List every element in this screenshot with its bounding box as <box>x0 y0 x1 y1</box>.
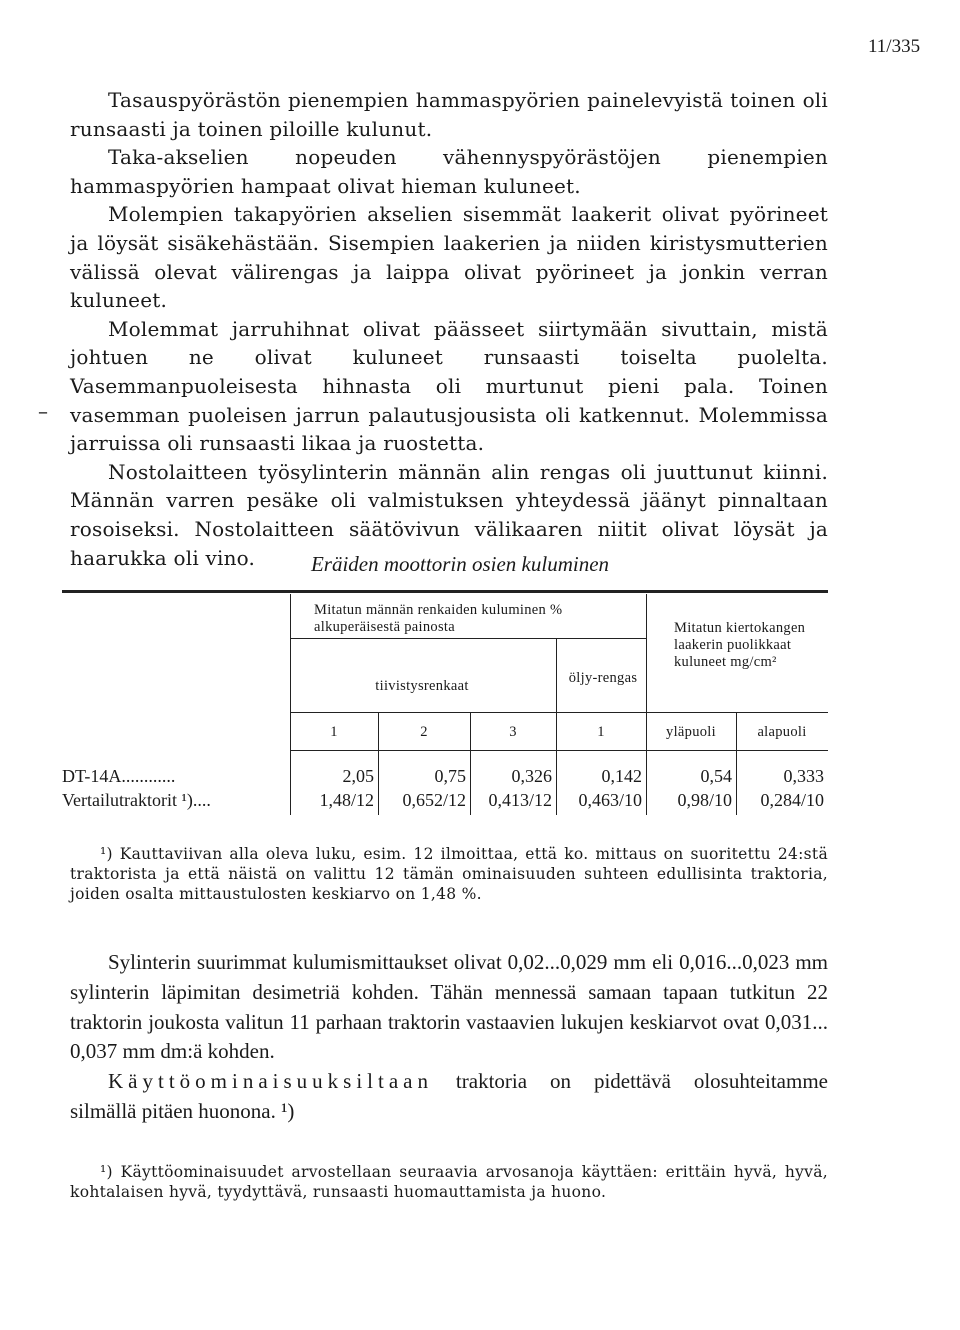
table-cell: 1,48/12 <box>319 790 374 810</box>
row-label: DT-14A............ <box>62 766 176 786</box>
table-cell: 0,652/12 <box>402 790 466 810</box>
group-header-ring-wear: Mitatun männän renkaiden kuluminen % alkuperäisestä painosta <box>314 602 563 635</box>
column-number: yläpuoli <box>666 724 716 740</box>
margin-mark: – <box>38 399 48 423</box>
table-cell: 0,54 <box>700 766 732 786</box>
footnote-text: ¹) Kauttaviivan alla oleva luku, esim. 12 ilmoittaa, että ko. mittaus on suoritettu 24:stä traktorista ja että näistä on valittu 12 tämän ominaisuuden suhteen edullisinta traktoria, joiden osalta mittaustulosten keskiarvo on 1,48 %. <box>70 845 828 903</box>
paragraph: Tasauspyörästön pienempien hammaspyörien painelevyistä toinen oli runsaasti ja toinen piloille kulunut. <box>70 88 828 141</box>
table-cell: 0,333 <box>783 766 824 786</box>
table-cell: 0,98/10 <box>677 790 732 810</box>
table-cell: 0,75 <box>434 766 466 786</box>
column-number: 2 <box>420 724 428 740</box>
table-cell: 0,413/12 <box>488 790 552 810</box>
page-number: 11/335 <box>868 36 921 57</box>
footnote <box>70 1162 828 1202</box>
table-cell: 0,463/10 <box>578 790 642 810</box>
column-number: alapuoli <box>757 724 807 740</box>
row-label: Vertailutraktorit ¹).... <box>62 790 211 810</box>
table-rule <box>290 712 828 713</box>
table-rule <box>290 638 646 639</box>
table-top-rule <box>62 590 828 593</box>
paragraph: Nostolaitteen työsylinterin männän alin rengas oli juuttunut kiinni. Männän varren pesäke oli valmistuksen yhteydessä jäänyt pinnaltaan rosoiseksi. Nostolaitteen säätövivun välikaaren niitit olivat löysät ja haarukka oli vino. <box>70 459 828 570</box>
table-cell: 0,142 <box>601 766 642 786</box>
paragraph-rest: traktoria on pidettävä olosuhteitamme silmällä pitäen huonona. ¹) <box>70 1069 828 1123</box>
table-cell: 0,284/10 <box>760 790 824 810</box>
paragraph: Molemmat jarruhihnat olivat päässeet siirtymään sivuttain, mistä johtuen ne olivat kuluneet runsaasti toiselta puolelta. Vasemmanpuoleisesta hihnasta oli murtunut pieni pala. Toinen vasemman puoleisen jarrun palautusjousista oli katkennut. Molemmissa jarruissa oli runsaasti likaa ja ruostetta. <box>70 316 828 456</box>
column-number: 3 <box>509 724 517 740</box>
paragraph: Molempien takapyörien akselien sisemmät laakerit olivat pyörineet ja löysät sisäkehästään. Sisempien laakerien ja niiden kiristysmutterien välissä olevat välirengas ja laippa olivat pyörineet ja jonkin verran kuluneet. <box>70 202 828 313</box>
footnote <box>70 844 828 904</box>
paragraph: Sylinterin suurimmat kulumismittaukset olivat 0,02...0,029 mm eli 0,016...0,023 mm sylinterin läpimitan desimetriä kohden. Tähän mennessä samaan tapaan tutkitun 22 traktorin joukosta valitun 11 parhaan traktorin vastaavien lukujen keskiarvot ovat 0,031... 0,037 mm dm:ä kohden. <box>70 950 828 1064</box>
footnote-text: ¹) Käyttöominaisuudet arvostellaan seuraavia arvosanoja käyttäen: erittäin hyvä, hyvä, kohtalaisen hyvä, tyydyttävä, runsaasti huomauttamista ja huono. <box>70 1163 828 1201</box>
table-cell: 2,05 <box>342 766 374 786</box>
column-number: 1 <box>597 724 605 740</box>
table-rule <box>290 750 828 751</box>
table-caption: Eräiden moottorin osien kuluminen <box>310 552 610 576</box>
wear-table <box>62 590 828 815</box>
paragraph <box>70 1067 828 1127</box>
spaced-heading-word: Käyttöominaisuuksiltaan <box>108 1069 433 1094</box>
body-text-bottom <box>70 948 828 1127</box>
paragraph: Taka-akselien nopeuden vähennyspyörästöjen pienempien hammaspyörien hampaat olivat hieman kuluneet. <box>70 145 828 198</box>
column-number: 1 <box>330 724 338 740</box>
table-cell: 0,326 <box>511 766 552 786</box>
group-header-bearing-wear: Mitatun kiertokangen laakerin puolikkaat kuluneet mg/cm² <box>674 620 806 670</box>
sub-header-oil-ring: öljy-rengas <box>568 670 638 686</box>
sub-header-compression-rings: tiivistysrenkaat <box>375 678 469 694</box>
body-text-top <box>70 86 828 572</box>
